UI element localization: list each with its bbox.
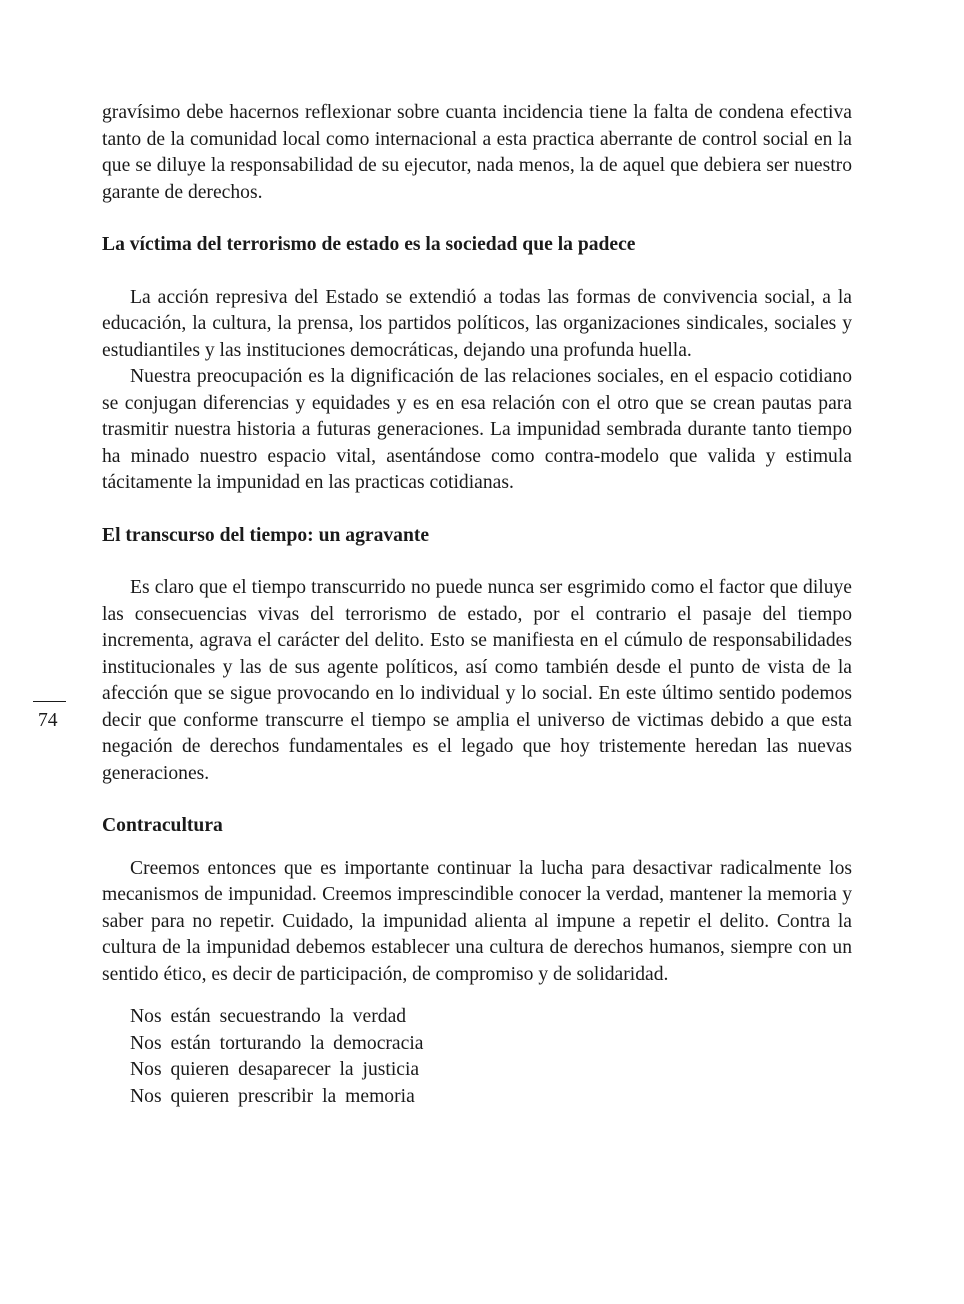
section-heading-transcurso: El transcurso del tiempo: un agravante bbox=[102, 524, 430, 546]
verse-block bbox=[102, 1004, 852, 1110]
page-number: 74 bbox=[38, 710, 58, 731]
page-number-rule bbox=[33, 701, 66, 702]
verse-line: Nos quieren prescribir la memoria bbox=[130, 1085, 415, 1107]
page-body bbox=[102, 100, 852, 1110]
section-heading-victima: La víctima del terrorismo de estado es la sociedad que la padece bbox=[102, 234, 636, 255]
paragraph-preocupacion: Nuestra preocupación es la dignificación de las relaciones sociales, en el espacio cotidiano se conjugan diferencias y equidades y es en esa relación con el otro que se crean pautas para trasmitir nuestra historia a futuras generaciones. La impunidad sembrada durante tanto tiempo ha minado nuestro espacio vital, asentándose como contra-modelo que valida y estimula tácitamente la impunidad en las practicas cotidianas. bbox=[102, 366, 852, 493]
verse-line: Nos están secuestrando la verdad bbox=[130, 1006, 407, 1027]
verse-line: Nos están torturando la democracia bbox=[130, 1032, 424, 1054]
verse-line: Nos quieren desaparecer la justicia bbox=[130, 1059, 420, 1080]
paragraph-accion-represiva: La acción represiva del Estado se extendió a todas las formas de convivencia social, a la educación, la cultura, la prensa, los partidos políticos, las organizaciones sindicales, sociales y estudiantiles y las instituciones democráticas, dejando una profunda huella. bbox=[102, 286, 852, 361]
paragraph-creemos: Creemos entonces que es importante continuar la lucha para desactivar radicalmente los mecanismos de impunidad. Creemos imprescindible conocer la verdad, mantener la memoria y saber para no repetir. Cuidado, la impunidad alienta al impune a repetir el delito. Contra la cultura de la impunidad debemos establecer una cultura de derechos humanos, siempre con un sentido ético, es decir de participación, de compromiso y de solidaridad. bbox=[102, 857, 852, 985]
paragraph-tiempo-transcurrido: Es claro que el tiempo transcurrido no puede nunca ser esgrimido como el factor que diluye las consecuencias vivas del terrorismo de estado, por el contrario el pasaje del tiempo incrementa, agrava el carácter del delito. Esto se manifiesta en el cúmulo de responsabilidades institucionales y las de sus agente políticos, así como también desde el punto de vista de la afección que se sigue provocando en lo individual y lo social. En este último sentido podemos decir que conforme transcurre el tiempo se amplia el universo de victimas debido a que esta negación de derechos fundamentales es el legado que hoy tristemente heredan las nuevas generaciones. bbox=[102, 577, 852, 784]
intro-paragraph: gravísimo debe hacernos reflexionar sobre cuanta incidencia tiene la falta de condena efectiva tanto de la comunidad local como internacional a esta practica aberrante de control social en la que se diluye la responsabilidad de su ejecutor, nada menos, la de aquel que debiera ser nuestro garante de derechos. bbox=[102, 102, 852, 203]
section-heading-contracultura: Contracultura bbox=[102, 815, 223, 836]
